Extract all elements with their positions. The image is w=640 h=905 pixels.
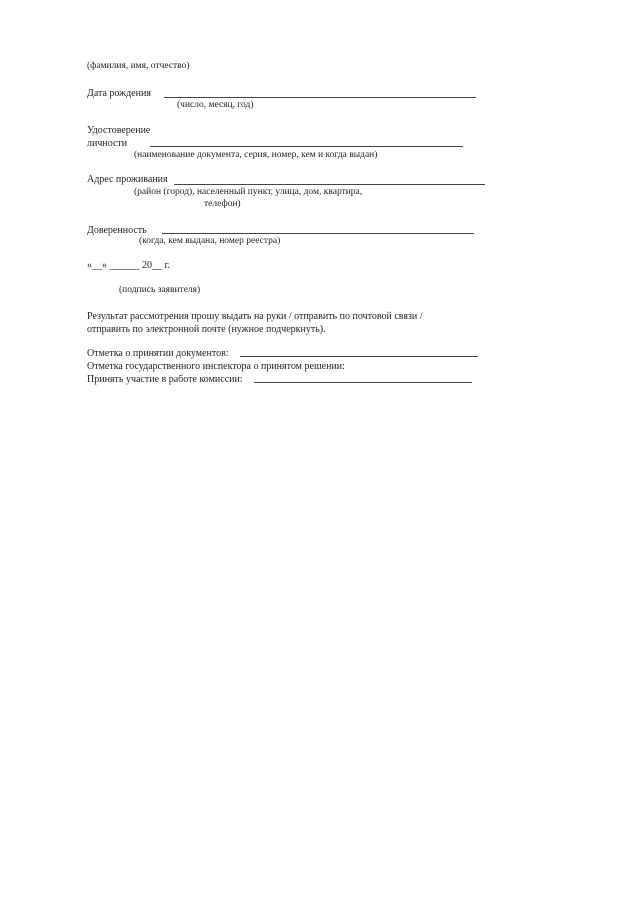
address-hint-line2: телефон) xyxy=(204,199,241,209)
result-line1: Результат рассмотрения прошу выдать на руки / отправить по почтовой связи / xyxy=(87,311,423,322)
address-label: Адрес проживания xyxy=(87,174,168,185)
power-of-attorney-line xyxy=(162,233,474,234)
power-of-attorney-hint: (когда, кем выдана, номер реестра) xyxy=(139,236,281,246)
acceptance-line xyxy=(240,356,478,357)
id-label-line2: личности xyxy=(87,138,128,149)
birth-date-hint: (число, месяц, год) xyxy=(177,100,254,110)
birth-date-line xyxy=(164,97,476,98)
inspector-decision-label: Отметка государственного инспектора о принятом решении: xyxy=(87,361,345,372)
id-hint: (наименование документа, серия, номер, кем и когда выдан) xyxy=(134,150,378,160)
id-label-line1: Удостоверение xyxy=(87,125,151,136)
address-hint-line1: (район (город), населенный пункт, улица, дом, квартира, xyxy=(134,187,363,197)
result-line2: отправить по электронной почте (нужное подчеркнуть). xyxy=(87,324,326,335)
commission-line xyxy=(254,382,472,383)
date-line: «__» ______ 20__ г. xyxy=(87,260,170,271)
birth-date-label: Дата рождения xyxy=(87,88,151,99)
acceptance-label: Отметка о принятии документов: xyxy=(87,348,229,359)
commission-label: Принять участие в работе комиссии: xyxy=(87,374,243,385)
address-line xyxy=(174,184,485,185)
power-of-attorney-label: Доверенность xyxy=(87,225,147,236)
fio-hint: (фамилия, имя, отчество) xyxy=(87,61,190,71)
id-line xyxy=(150,146,463,147)
signature-hint: (подпись заявителя) xyxy=(119,285,201,295)
